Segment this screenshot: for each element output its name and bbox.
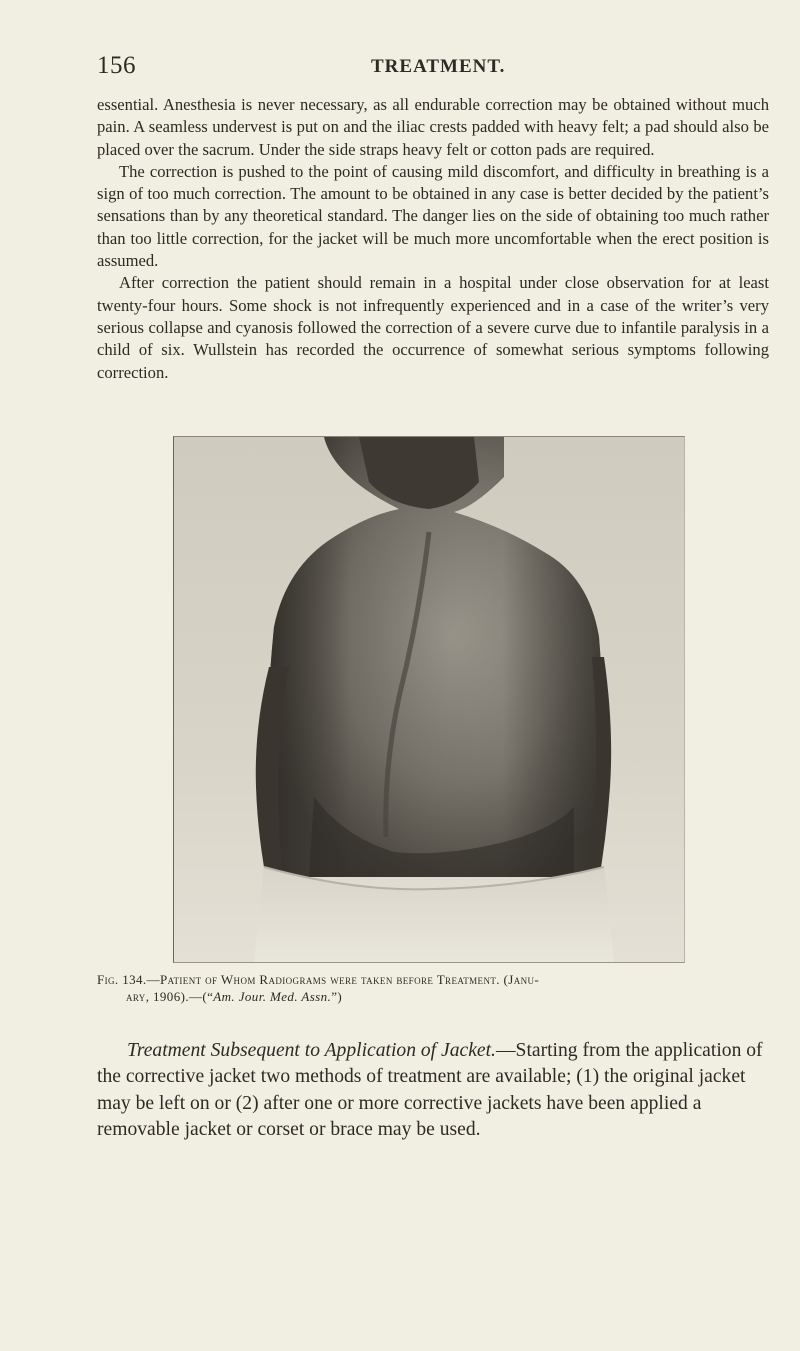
- figure-photograph: [173, 436, 685, 963]
- caption-line-2: [97, 989, 769, 1006]
- treatment-section: [97, 1038, 777, 1144]
- body-text: [97, 94, 769, 384]
- section-paragraph: [97, 1038, 777, 1144]
- paragraph: The correction is pushed to the point of causing mild discomfort, and difficulty in breathing is a sign of too much correction. The amount to be obtained in any case is better decided by the patient’s sensations than by any theoretical standard. The danger lies on the side of obtaining too much rather than too little correction, for the jacket will be much more uncomfortable when the erect position is assumed.: [97, 161, 769, 271]
- page-header: [97, 52, 740, 82]
- paragraph: After correction the patient should remain in a hospital under close observation for at least twenty-four hours. Some shock is not infrequently experienced and in a case of the writer’s very serious collapse and cyanosis followed the correction of a severe curve due to infantile paralysis in a child of six. Wullstein has recorded the occurrence of somewhat serious symptoms following correction.: [97, 273, 769, 382]
- figure-caption: [97, 972, 769, 1005]
- paragraph: essential. Anesthesia is never necessary, as all endurable correction may be obtained without much pain. A seamless undervest is put on and the iliac crests padded with heavy felt; a pad should also be placed over the sacrum. Under the side straps heavy felt or cotton pads are required.: [97, 95, 769, 159]
- caption-source: Am. Jour. Med. Assn.: [213, 988, 332, 1004]
- patient-back-photo: [174, 437, 684, 962]
- caption-line-1: [97, 972, 769, 989]
- section-text: —Starting from the application of the corrective jacket two methods of treatment are available; (1) the original jacket may be left on or (2) after one or more corrective jackets have been applied a removable jacket or corset or brace may be used.: [97, 1040, 763, 1141]
- page-number: 156: [97, 52, 136, 79]
- caption-date: ary, 1906).—(“: [126, 988, 214, 1004]
- running-head: TREATMENT.: [371, 56, 506, 77]
- caption-close: ”): [331, 988, 343, 1004]
- caption-text: —Patient of Whom Radiograms were taken before Treatment. (Janu-: [146, 972, 540, 987]
- figure-label: Fig. 134.: [97, 972, 147, 987]
- section-heading: Treatment Subsequent to Application of Jacket.: [127, 1040, 496, 1061]
